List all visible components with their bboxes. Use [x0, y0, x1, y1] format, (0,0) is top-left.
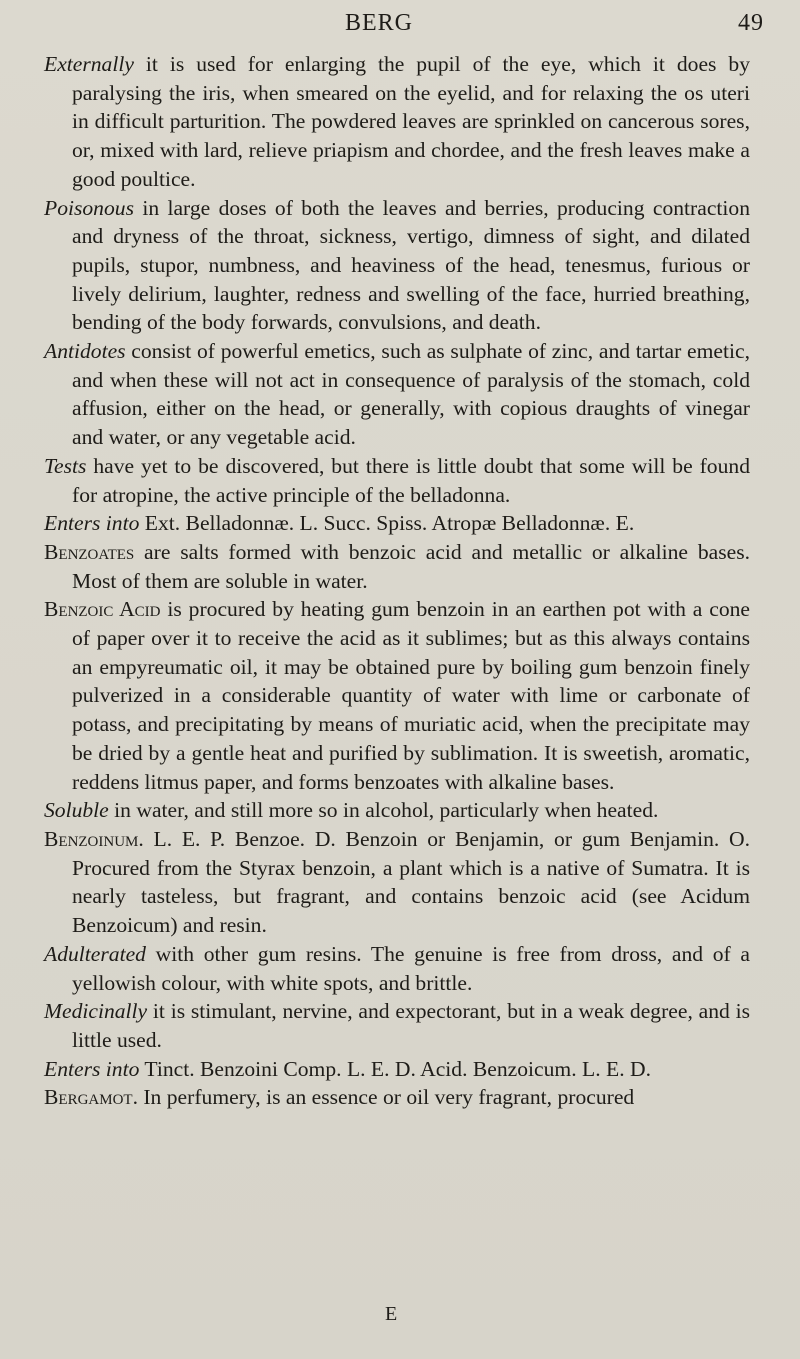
entry-text: have yet to be discovered, but there is little doubt that some will be found for atropine, the active principle of the belladonna. [72, 453, 750, 507]
entry-lead: Tests [44, 453, 87, 478]
headword: Benzoinum. [44, 826, 144, 851]
page-number: 49 [738, 10, 764, 36]
entry-text: L. E. P. Benzoe. D. Benzoin or Benjamin, or gum Benjamin. O. Procured from the Styrax benzoin, a plant which is a native of Sumatra. It is nearly tasteless, but fragrant, and contains benzoic acid (see Acidum Benzoicum) and resin. [72, 826, 750, 938]
entry-tests [44, 452, 750, 509]
entry-text: consist of powerful emetics, such as sulphate of zinc, and tartar emetic, and when these will not act in consequence of paralysis of the stomach, cold affusion, either on the head, or generally, with copious draughts of vinegar and water, or any vegetable acid. [72, 339, 750, 450]
entry-text: are salts formed with benzoic acid and metallic or alkaline bases. Most of them are soluble in water. [72, 539, 750, 593]
entry-benzoinum [44, 825, 750, 940]
entry-enters-into [44, 509, 750, 538]
entry-lead: Poisonous [44, 195, 134, 220]
entry-lead: Enters into [44, 1056, 140, 1081]
entry-text: Tinct. Benzoini Comp. L. E. D. Acid. Benzoicum. L. E. D. [139, 1056, 651, 1081]
entry-text: Ext. Belladonnæ. L. Succ. Spiss. Atropæ Belladonnæ. E. [139, 511, 635, 536]
entry-lead: Soluble [44, 798, 109, 823]
entry-text: is procured by heating gum benzoin in an earthen pot with a cone of paper over it to receive the acid as it sublimes; but as this always contains an empyreumatic oil, it may be obtained pure by boiling gum benzoin finely pulverized in a considerable quantity of water with lime or carbonate of potass, and precipitating by means of muriatic acid, when the precipitate may be dried by a gentle heat and purified by sublimation. It is sweetish, aromatic, reddens litmus paper, and forms benzoates with alkaline bases. [72, 597, 751, 794]
entry-adulterated [44, 940, 750, 997]
body-text [44, 50, 750, 1112]
entry-benzoic-acid [44, 595, 750, 796]
entry-lead: Adulterated [44, 941, 146, 966]
entry-poisonous [44, 194, 750, 338]
running-head: BERG [345, 10, 414, 36]
entry-text: in water, and still more so in alcohol, particularly when heated. [108, 798, 659, 823]
entry-lead: Externally [44, 52, 134, 76]
entry-text: it is stimulant, nervine, and expectorant, but in a weak degree, and is little used. [72, 999, 750, 1052]
entry-soluble [44, 796, 750, 825]
entry-enters-into-2 [44, 1055, 750, 1084]
headword: Bergamot. [44, 1085, 138, 1110]
entry-benzoates [44, 538, 750, 595]
catchword: E [385, 1303, 398, 1325]
entry-lead: Antidotes [44, 339, 126, 364]
entry-text: in large doses of both the leaves and berries, producing contraction and dryness of the throat, sickness, vertigo, dimness of sight, and dilated pupils, stupor, numbness, and heaviness of the head, tenesmus, furious or lively delirium, laughter, redness and swelling of the face, hurried breathing, bending of the body forwards, convulsions, and death. [72, 195, 750, 335]
entry-externally [44, 50, 750, 194]
entry-lead: Enters into [44, 511, 140, 536]
entry-medicinally [44, 997, 750, 1054]
entry-antidotes [44, 337, 750, 452]
entry-text: it is used for enlarging the pupil of the eye, which it does by paralysing the iris, when smeared on the eyelid, and for relaxing the os uteri in difficult parturition. The powdered leaves are sprinkled on cancerous sores, or, mixed with lard, relieve priapism and chordee, and the fresh leaves make a good poultice. [72, 52, 750, 191]
entry-text: In perfumery, is an essence or oil very fragrant, procured [137, 1085, 635, 1110]
entry-text: with other gum resins. The genuine is free from dross, and of a yellowish colour, with white spots, and brittle. [72, 941, 750, 995]
headword: Benzoates [44, 539, 135, 564]
page-header [0, 6, 800, 42]
entry-lead: Medicinally [44, 999, 148, 1024]
headword: Benzoic Acid [44, 597, 161, 622]
entry-bergamot [44, 1083, 750, 1112]
